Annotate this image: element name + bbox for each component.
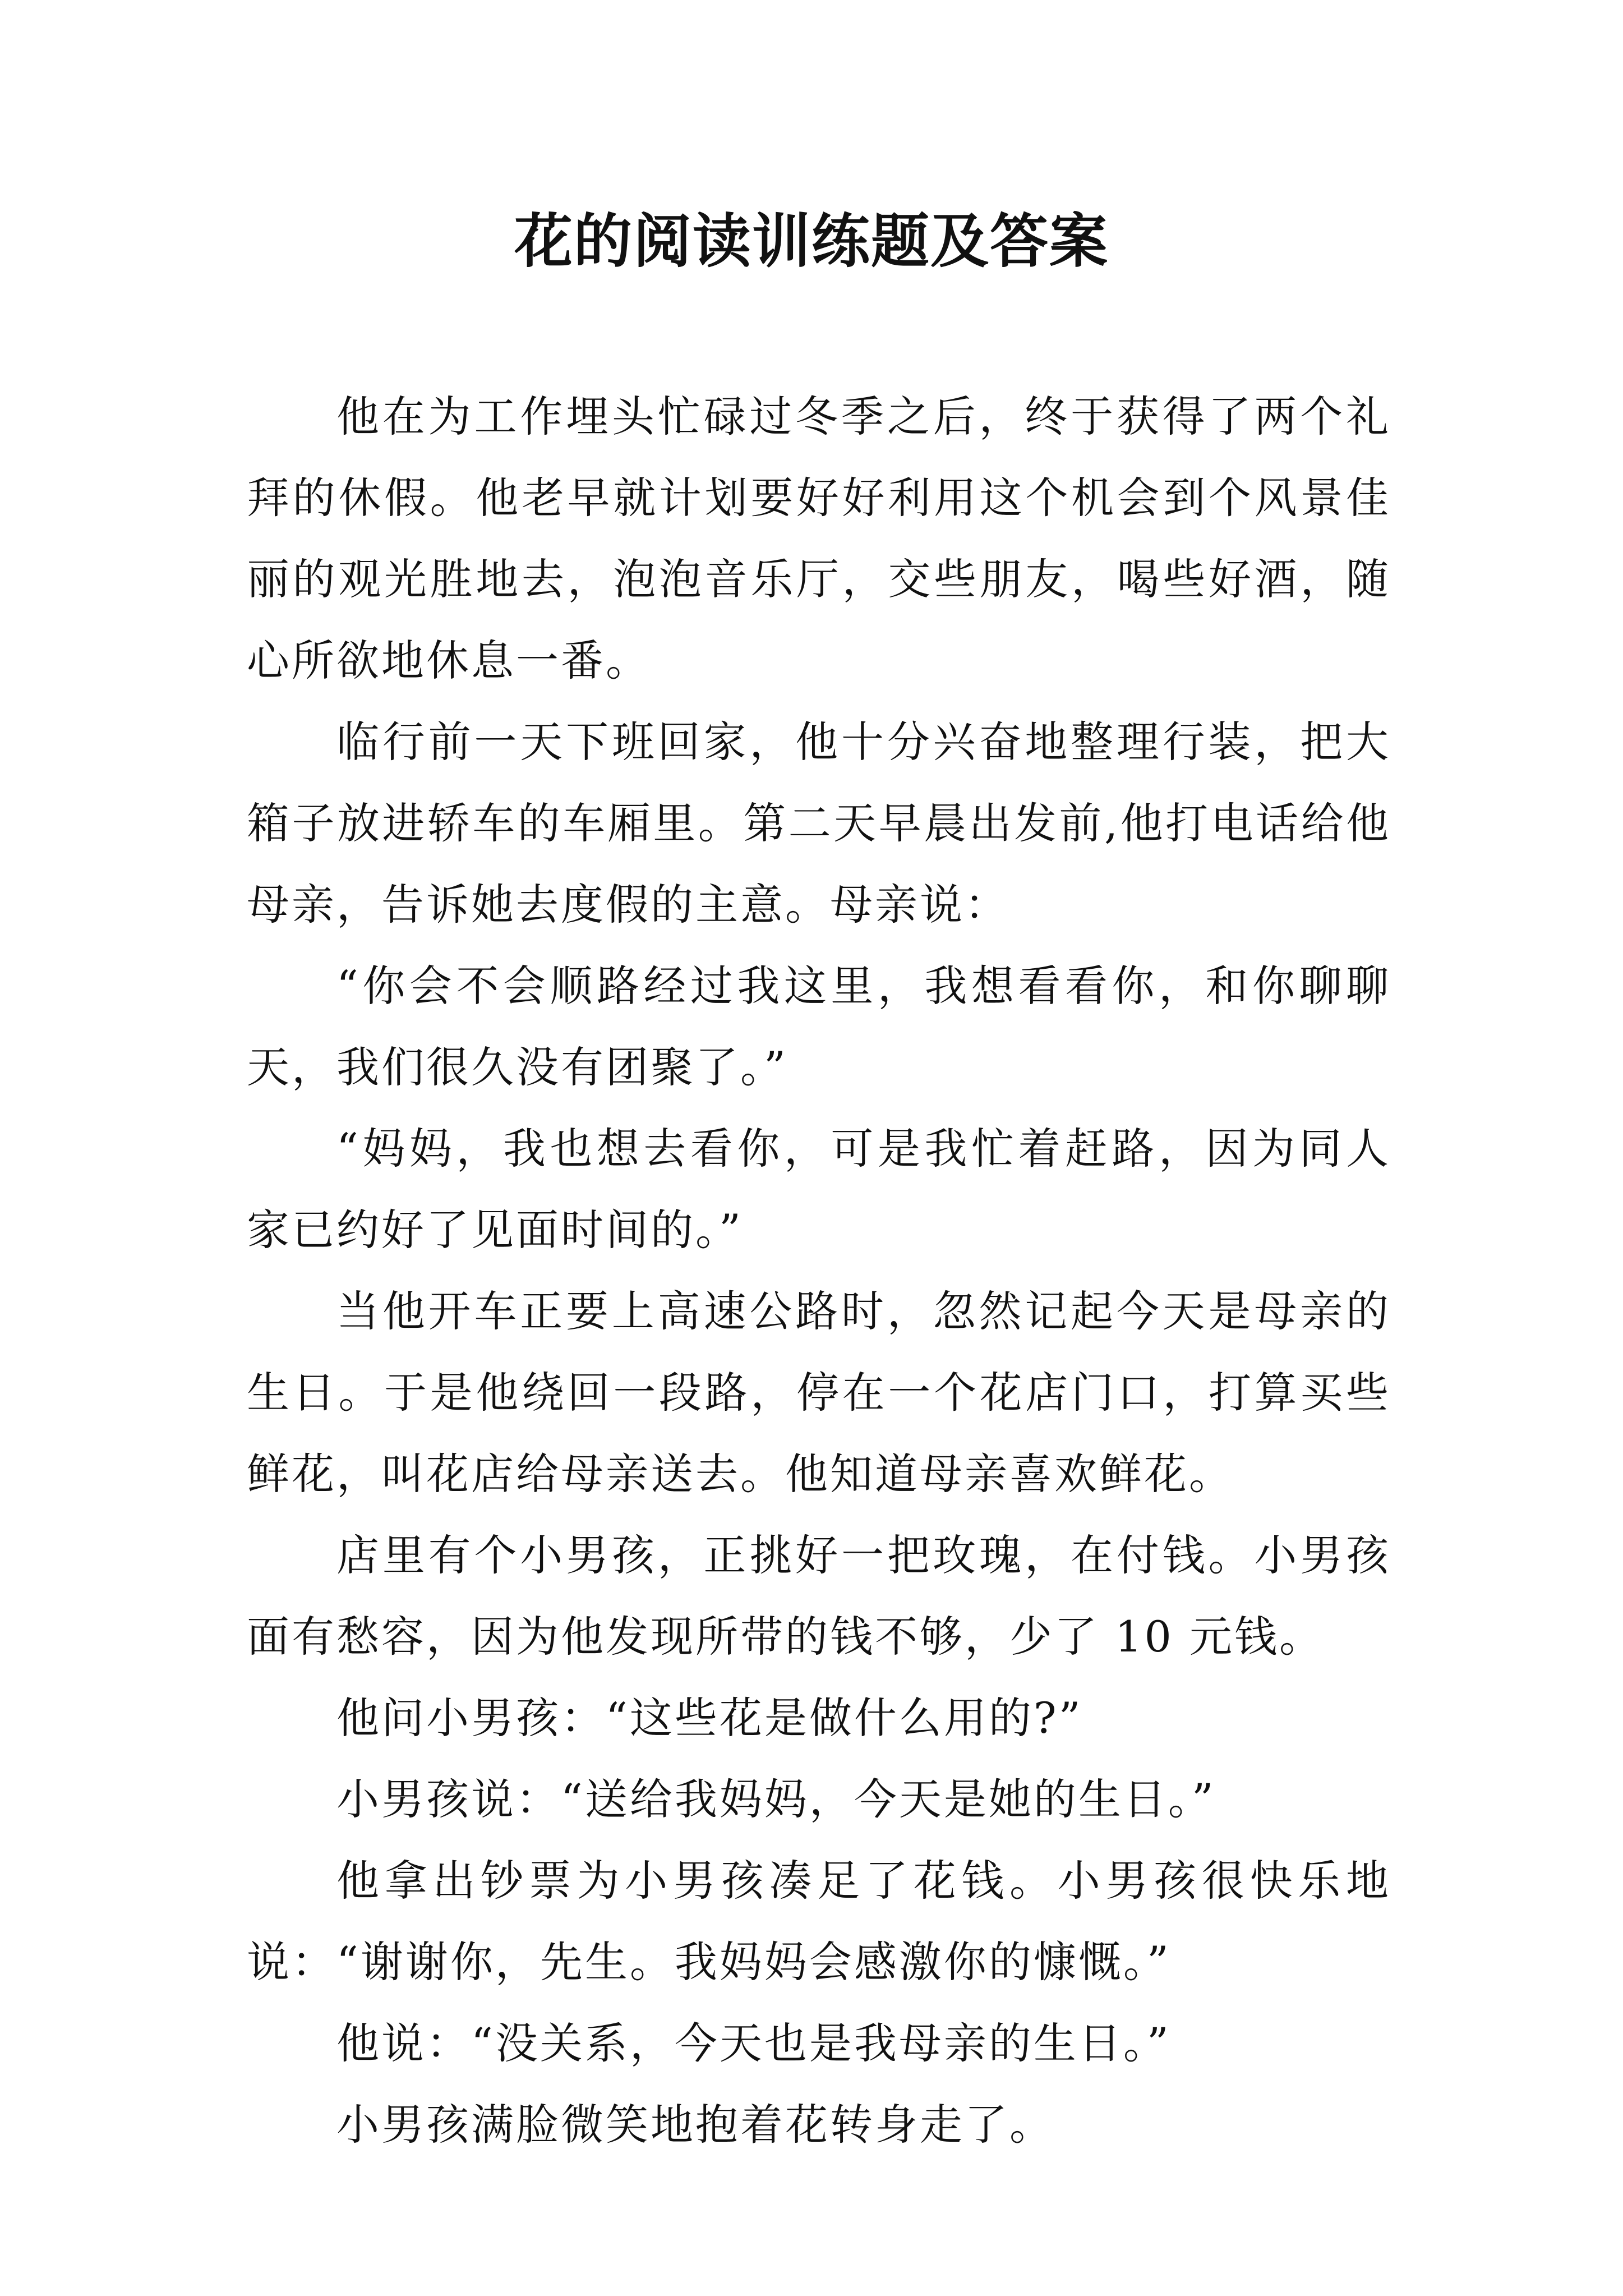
- document-body: [247, 376, 1391, 2165]
- paragraph: 他在为工作埋头忙碌过冬季之后，终于获得了两个礼拜的休假。他老早就计划要好好利用这个机会到个风景佳丽的观光胜地去，泡泡音乐厅，交些朋友，喝些好酒，随心所欲地休息一番。: [247, 392, 1391, 685]
- paragraph: 他拿出钞票为小男孩凑足了花钱。小男孩很快乐地说：“谢谢你，先生。我妈妈会感激你的慷慨。”: [247, 1856, 1391, 1987]
- paragraph: 小男孩满脸微笑地抱着花转身走了。: [336, 2100, 1054, 2150]
- paragraph: “你会不会顺路经过我这里，我想看看你，和你聊聊天，我们很久没有团聚了。”: [247, 961, 1391, 1092]
- paragraph: 小男孩说：“送给我妈妈，今天是她的生日。”: [336, 1774, 1216, 1824]
- paragraph: 临行前一天下班回家，他十分兴奋地整理行装，把大箱子放进轿车的车厢里。第二天早晨出发前,他打电话给他母亲，告诉她去度假的主意。母亲说：: [247, 717, 1391, 930]
- paragraph: 当他开车正要上高速公路时，忽然记起今天是母亲的生日。于是他绕回一段路，停在一个花店门口，打算买些鲜花，叫花店给母亲送去。他知道母亲喜欢鲜花。: [247, 1286, 1391, 1499]
- paragraph: 他问小男孩：“这些花是做什么用的?”: [336, 1693, 1083, 1743]
- document-title: 花的阅读训练题及答案: [514, 206, 1109, 275]
- paragraph: 店里有个小男孩，正挑好一把玫瑰，在付钱。小男孩面有愁容，因为他发现所带的钱不够，少了 10 元钱。: [247, 1530, 1391, 1662]
- paragraph: “妈妈，我也想去看你，可是我忙着赶路，因为同人家已约好了见面时间的。”: [247, 1124, 1391, 1255]
- paragraph: 他说：“没关系，今天也是我母亲的生日。”: [336, 2018, 1171, 2068]
